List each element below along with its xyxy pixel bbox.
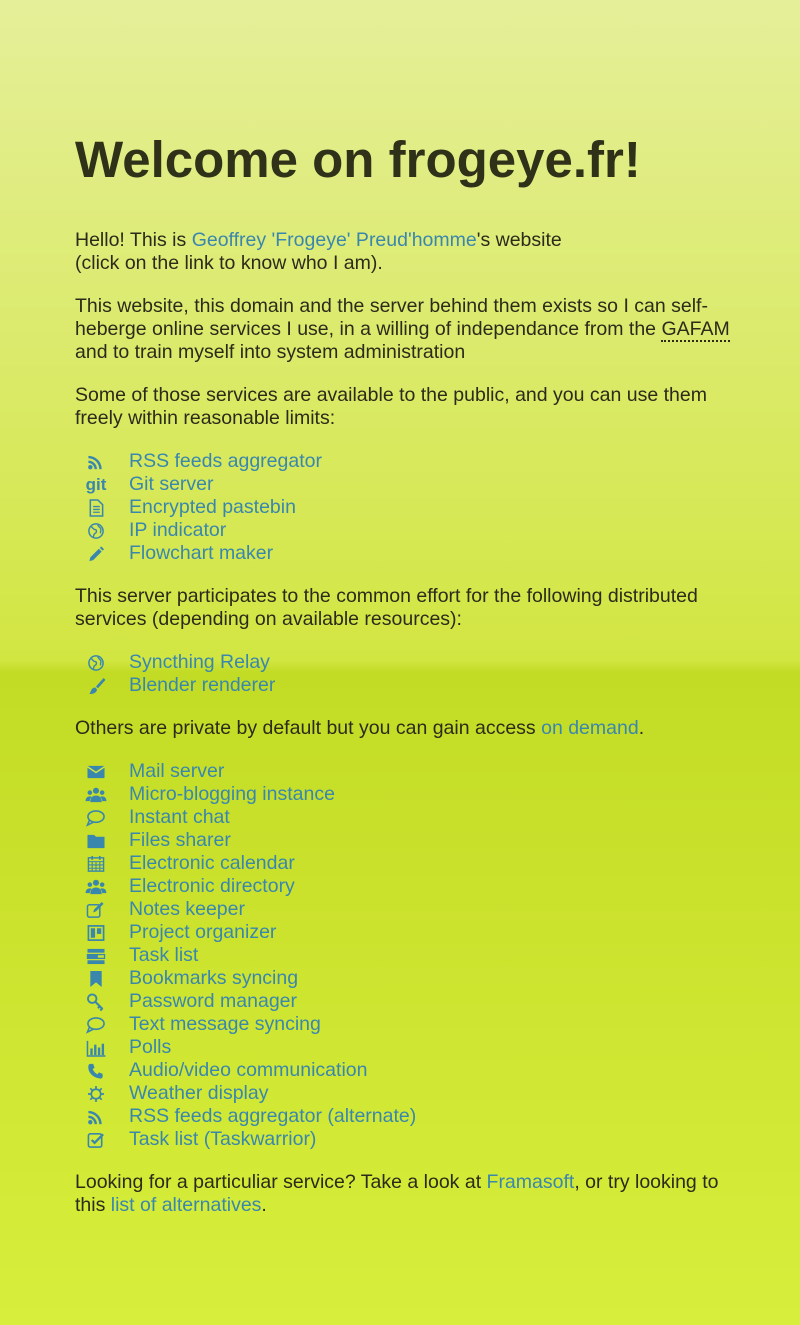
service-item <box>75 651 275 674</box>
service-item <box>75 496 322 519</box>
service-item <box>75 829 416 852</box>
document-icon <box>75 496 119 519</box>
brush-icon <box>75 674 119 697</box>
service-item <box>75 921 416 944</box>
intro-line2: (click on the link to know who I am). <box>75 252 383 274</box>
author-link[interactable]: Geoffrey 'Frogeye' Preud'homme <box>191 229 477 251</box>
checkbox-icon <box>75 1128 119 1151</box>
service-item <box>75 806 416 829</box>
public-intro: Some of those services are available to the public, and you can use them freely within reasonable limits: <box>75 384 707 429</box>
service-link[interactable]: RSS feeds aggregator (alternate) <box>129 1105 417 1127</box>
sun-icon <box>75 1082 119 1105</box>
service-item <box>75 1013 416 1036</box>
chat-icon <box>75 1013 119 1036</box>
service-link[interactable]: Project organizer <box>129 921 277 943</box>
private-intro-prefix: Others are private by default but you can gain access <box>75 717 542 739</box>
tasks-icon <box>75 944 119 967</box>
gafam-abbr: GAFAM <box>661 318 730 340</box>
page-title: Welcome on frogeye.fr! <box>75 131 641 188</box>
globe-icon <box>75 651 119 674</box>
service-item <box>75 674 275 697</box>
distributed-intro: This server participates to the common effort for the following distributed services (depending on available resources): <box>75 585 698 630</box>
service-link[interactable]: Text message syncing <box>129 1013 321 1035</box>
service-item <box>75 1105 416 1128</box>
service-link[interactable]: Password manager <box>129 990 297 1012</box>
intro-suffix: 's website <box>476 229 562 251</box>
intro-paragraph <box>75 229 735 275</box>
service-item <box>75 967 416 990</box>
service-link[interactable]: Weather display <box>129 1082 269 1104</box>
service-item <box>75 542 322 565</box>
board-icon <box>75 921 119 944</box>
on-demand-link[interactable]: on demand <box>541 717 639 739</box>
chat-icon <box>75 806 119 829</box>
service-link[interactable]: Flowchart maker <box>129 542 274 564</box>
service-item <box>75 519 322 542</box>
footer-middle: , or try looking to this <box>75 1171 719 1216</box>
service-link[interactable]: Task list <box>129 944 199 966</box>
users-icon <box>75 783 119 806</box>
service-item <box>75 783 416 806</box>
framasoft-link[interactable]: Framasoft <box>486 1171 575 1193</box>
phone-icon <box>75 1059 119 1082</box>
service-link[interactable]: Electronic directory <box>129 875 295 897</box>
service-link[interactable]: Electronic calendar <box>129 852 295 874</box>
private-intro <box>75 717 735 740</box>
distributed-services-list <box>75 651 275 697</box>
service-item <box>75 760 416 783</box>
pencil-icon <box>75 542 119 565</box>
service-link[interactable]: Polls <box>129 1036 172 1058</box>
private-services-list <box>75 760 416 1151</box>
footer-suffix: . <box>261 1194 267 1216</box>
folder-icon <box>75 829 119 852</box>
intro-prefix: Hello! This is <box>75 229 192 251</box>
git-icon: git <box>85 475 107 494</box>
service-link[interactable]: Instant chat <box>129 806 230 828</box>
rss-icon <box>75 450 119 473</box>
service-link[interactable]: Blender renderer <box>129 674 276 696</box>
service-item <box>75 1059 416 1082</box>
service-link[interactable]: Mail server <box>129 760 225 782</box>
service-item <box>75 473 322 496</box>
service-link[interactable]: Bookmarks syncing <box>129 967 299 989</box>
alternatives-link[interactable]: list of alternatives <box>110 1194 262 1216</box>
service-link[interactable]: Audio/video communication <box>129 1059 368 1081</box>
bookmark-icon <box>75 967 119 990</box>
service-item <box>75 852 416 875</box>
service-link[interactable]: IP indicator <box>129 519 227 541</box>
key-icon <box>75 990 119 1013</box>
service-link[interactable]: Git server <box>129 473 214 495</box>
about-paragraph <box>75 295 735 364</box>
globe-icon <box>75 519 119 542</box>
about-text1: This website, this domain and the server behind them exists so I can self-heberge online services I use, in a willing of independance from the <box>75 295 708 340</box>
service-link[interactable]: RSS feeds aggregator <box>129 450 322 472</box>
service-link[interactable]: Task list (Taskwarrior) <box>129 1128 317 1150</box>
footer-prefix: Looking for a particuliar service? Take a look at <box>75 1171 487 1193</box>
service-link[interactable]: Syncthing Relay <box>129 651 270 673</box>
footer-paragraph <box>75 1171 735 1217</box>
users-icon <box>75 875 119 898</box>
service-item <box>75 875 416 898</box>
chart-icon <box>75 1036 119 1059</box>
service-item <box>75 1036 416 1059</box>
service-link[interactable]: Encrypted pastebin <box>129 496 296 518</box>
service-item <box>75 450 322 473</box>
service-item <box>75 944 416 967</box>
service-item <box>75 898 416 921</box>
about-text2: and to train myself into system administration <box>75 341 466 363</box>
public-services-list <box>75 450 322 565</box>
rss-icon <box>75 1105 119 1128</box>
service-link[interactable]: Notes keeper <box>129 898 245 920</box>
service-item <box>75 990 416 1013</box>
private-intro-suffix: . <box>638 717 645 739</box>
edit-icon <box>75 898 119 921</box>
service-item <box>75 1128 416 1151</box>
mail-icon <box>75 760 119 783</box>
service-link[interactable]: Micro-blogging instance <box>129 783 335 805</box>
service-link[interactable]: Files sharer <box>129 829 231 851</box>
service-item <box>75 1082 416 1105</box>
calendar-icon <box>75 852 119 875</box>
